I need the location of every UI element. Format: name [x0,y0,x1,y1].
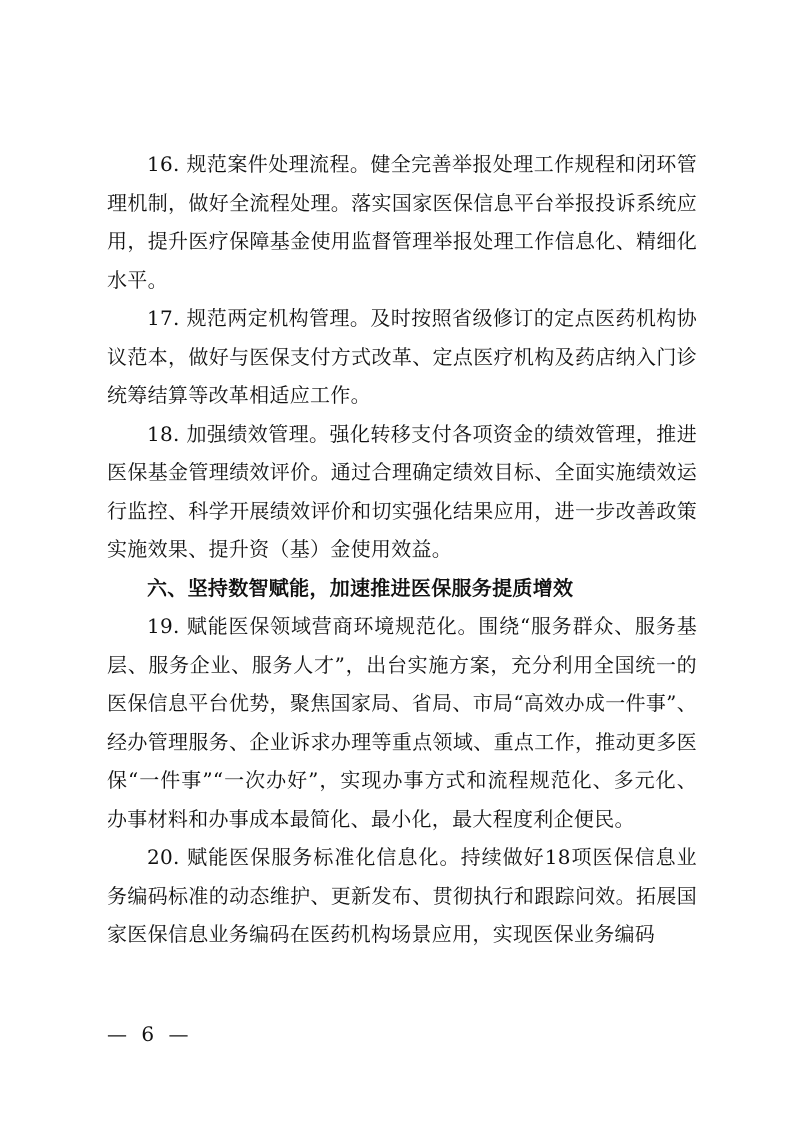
paragraph-17: 17. 规范两定机构管理。及时按照省级修订的定点医药机构协议范本，做好与医保支付方式改革、定点医疗机构及药店纳入门诊统筹结算等改革相适应工作。 [107,306,697,407]
paragraph-18: 18. 加强绩效管理。强化转移支付各项资金的绩效管理，推进医保基金管理绩效评价。通过合理确定绩效目标、全面实施绩效运行监控、科学开展绩效评价和切实强化结果应用，进一步改善政策实施效果、提升资（基）金使用效益。 [107,421,697,561]
paragraph-19: 19. 赋能医保领域营商环境规范化。围绕“服务群众、服务基层、服务企业、服务人才”，出台实施方案，充分利用全国统一的医保信息平台优势，聚焦国家局、省局、市局“高效办成一件事”、经办管理服务、企业诉求办理等重点领域、重点工作，推动更多医保“一件事”“一次办好”，实现办事方式和流程规范化、多元化、办事材料和办事成本最简化、最小化，最大程度利企便民。 [107,614,697,831]
document-body [107,145,697,954]
paragraph-20: 20. 赋能医保服务标准化信息化。持续做好18项医保信息业务编码标准的动态维护、更新发布、贯彻执行和跟踪问效。拓展国家医保信息业务编码在医药机构场景应用，实现医保业务编码 [107,845,697,946]
section-heading-6: 六、坚持数智赋能，加速推进医保服务提质增效 [147,575,574,600]
page-number: — 6 — [107,1022,193,1046]
paragraph-16: 16. 规范案件处理流程。健全完善举报处理工作规程和闭环管理机制，做好全流程处理。落实国家医保信息平台举报投诉系统应用，提升医疗保障基金使用监督管理举报处理工作信息化、精细化水平。 [107,152,697,292]
